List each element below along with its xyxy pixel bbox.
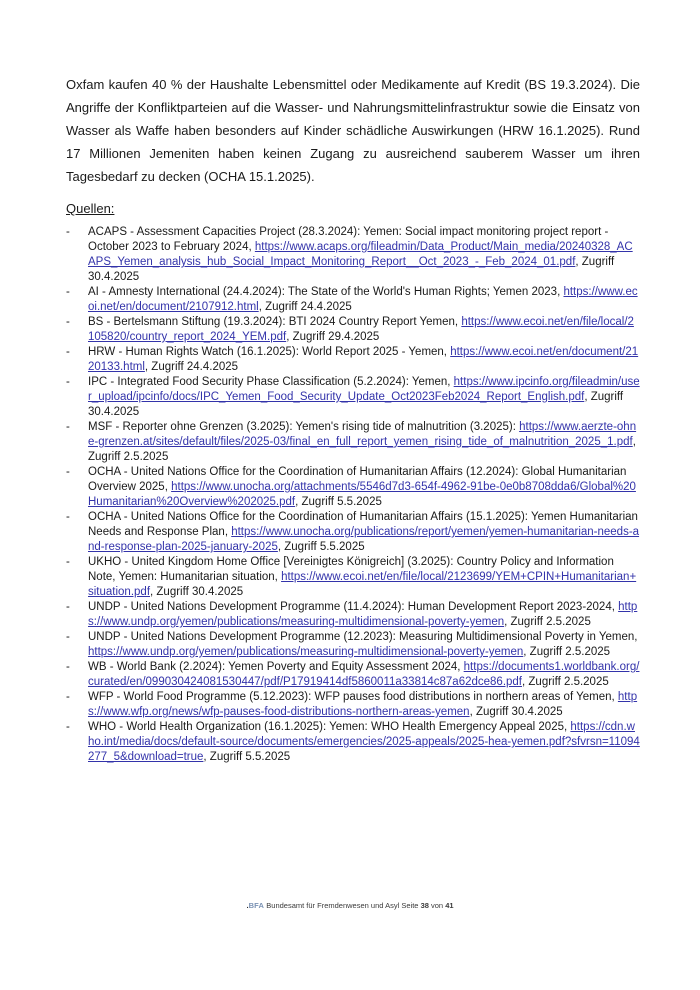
source-access-date: , Zugriff 2.5.2025 bbox=[522, 676, 609, 688]
source-text bbox=[88, 720, 640, 765]
source-citation-text: OCHA - United Nations Office for the Coordination of Humanitarian Affairs (15.1.2025): Yemen Humanitarian Needs and Response Plan, bbox=[88, 511, 638, 538]
source-text bbox=[88, 345, 640, 375]
source-item bbox=[66, 510, 640, 555]
source-text bbox=[88, 690, 640, 720]
page-number-total: 41 bbox=[445, 901, 454, 910]
source-link[interactable]: https://www.undp.org/yemen/publications/measuring-multidimensional-poverty-yemen bbox=[88, 646, 524, 658]
source-access-date: , Zugriff 30.4.2025 bbox=[88, 391, 624, 418]
source-link[interactable]: https://cdn.who.int/media/docs/default-source/documents/emergencies/2025-appeals/2025-hea-yemen.pdf?sfvrsn=11094277_5&download=true bbox=[88, 721, 640, 763]
source-access-date: , Zugriff 5.5.2025 bbox=[203, 751, 291, 763]
source-item bbox=[66, 420, 640, 465]
source-link[interactable]: https://www.unocha.org/publications/report/yemen/yemen-humanitarian-needs-and-response-plan-2025-january-2025 bbox=[88, 526, 640, 553]
source-text bbox=[88, 600, 640, 630]
page-footer bbox=[0, 901, 700, 911]
source-citation-text: HRW - Human Rights Watch (16.1.2025): World Report 2025 - Yemen, bbox=[88, 346, 451, 358]
source-text bbox=[88, 285, 640, 315]
source-text bbox=[88, 465, 640, 510]
source-citation-text: UNDP - United Nations Development Programme (11.4.2024): Human Development Report 2023-2024, bbox=[88, 601, 619, 613]
source-item bbox=[66, 660, 640, 690]
source-citation-text: OCHA - United Nations Office for the Coordination of Humanitarian Affairs (12.2024): Global Humanitarian Overview 2025, bbox=[88, 466, 627, 493]
source-text bbox=[88, 375, 640, 420]
source-access-date: , Zugriff 2.5.2025 bbox=[504, 616, 591, 628]
bullet-dash: - bbox=[66, 466, 70, 478]
bullet-dash: - bbox=[66, 376, 70, 388]
source-access-date: , Zugriff 30.4.2025 bbox=[88, 256, 615, 283]
source-text bbox=[88, 510, 640, 555]
source-item bbox=[66, 375, 640, 420]
source-link[interactable]: https://www.ecoi.net/en/file/local/2123699/YEM+CPIN+Humanitarian+situation.pdf bbox=[88, 571, 637, 598]
source-item bbox=[66, 690, 640, 720]
bullet-dash: - bbox=[66, 556, 70, 568]
sources-list bbox=[66, 225, 640, 765]
source-citation-text: WFP - World Food Programme (5.12.2023): WFP pauses food distributions in northern areas of Yemen, bbox=[88, 691, 618, 703]
bfa-logo: BFA bbox=[248, 901, 265, 910]
source-access-date: , Zugriff 30.4.2025 bbox=[469, 706, 563, 718]
footer-org-name: Bundesamt für Fremdenwesen und Asyl bbox=[266, 901, 400, 910]
source-text bbox=[88, 660, 640, 690]
source-link[interactable]: https://www.undp.org/yemen/publications/measuring-multidimensional-poverty-yemen bbox=[88, 601, 638, 628]
source-link[interactable]: https://documents1.worldbank.org/curated/en/099030424081530447/pdf/P17919414df5860011a33814c87a62dce86.pdf bbox=[88, 661, 640, 688]
source-item bbox=[66, 315, 640, 345]
source-link[interactable]: https://www.acaps.org/fileadmin/Data_Product/Main_media/20240328_ACAPS_Yemen_analysis_hub_Social_Impact_Monitoring_Report__Oct_2023_-_Feb_2024_01.pdf bbox=[88, 241, 633, 268]
source-item bbox=[66, 225, 640, 285]
source-citation-text: BS - Bertelsmann Stiftung (19.3.2024): BTI 2024 Country Report Yemen, bbox=[88, 316, 462, 328]
source-item bbox=[66, 600, 640, 630]
bullet-dash: - bbox=[66, 601, 70, 613]
page-indicator bbox=[401, 901, 453, 910]
bullet-dash: - bbox=[66, 691, 70, 703]
source-access-date: , Zugriff 2.5.2025 bbox=[523, 646, 611, 658]
source-access-date: , Zugriff 5.5.2025 bbox=[295, 496, 382, 508]
source-access-date: , Zugriff 24.4.2025 bbox=[144, 361, 239, 373]
bullet-dash: - bbox=[66, 631, 70, 643]
source-link[interactable]: https://www.aerzte-ohne-grenzen.at/sites/default/files/2025-03/final_en_full_report_yemen_rising_tide_of_malnutrition_2025_1.pdf bbox=[88, 421, 637, 448]
source-citation-text: MSF - Reporter ohne Grenzen (3.2025): Yemen's rising tide of malnutrition (3.2025): bbox=[88, 421, 520, 433]
source-text bbox=[88, 315, 640, 345]
source-item bbox=[66, 555, 640, 600]
source-link[interactable]: https://www.unocha.org/attachments/5546d7d3-654f-4962-91be-0e0b8708dda6/Global%20Humanitarian%20Overview%202025.pdf bbox=[88, 481, 636, 508]
body-paragraph: Oxfam kaufen 40 % der Haushalte Lebensmittel oder Medikamente auf Kredit (BS 19.3.2024). Die Angriffe der Konfliktparteien auf die Wasser- und Nahrungsmittelinfrastruktur sowie die Einsatz von Wasser als Waffe haben besonders auf Kinder schädliche Auswirkungen (HRW 16.1.2025). Rund 17 Millionen Jemeniten haben keinen Zugang zu ausreichend sauberem Wasser um ihren Tagesbedarf zu decken (OCHA 15.1.2025). bbox=[66, 77, 640, 184]
logo-dot: . bbox=[246, 901, 249, 910]
source-link[interactable]: https://www.wfp.org/news/wfp-pauses-food-distributions-northern-areas-yemen bbox=[88, 691, 638, 718]
bullet-dash: - bbox=[66, 721, 70, 733]
source-citation-text: UNDP - United Nations Development Programme (12.2023): Measuring Multidimensional Poverty in Yemen, bbox=[88, 631, 638, 643]
bullet-dash: - bbox=[66, 661, 70, 673]
source-text bbox=[88, 630, 640, 660]
source-citation-text: UKHO - United Kingdom Home Office [Vereinigtes Königreich] (3.2025): Country Policy and Information Note, Yemen: Humanitarian situation, bbox=[88, 556, 614, 583]
page-content bbox=[66, 60, 640, 765]
source-text bbox=[88, 420, 640, 465]
source-text bbox=[88, 225, 640, 285]
page-label: Seite bbox=[401, 901, 419, 910]
bullet-dash: - bbox=[66, 421, 70, 433]
source-item bbox=[66, 465, 640, 510]
bullet-dash: - bbox=[66, 511, 70, 523]
source-item bbox=[66, 630, 640, 660]
source-access-date: , Zugriff 2.5.2025 bbox=[88, 436, 636, 463]
page-number-current: 38 bbox=[420, 901, 429, 910]
bullet-dash: - bbox=[66, 346, 70, 358]
source-item bbox=[66, 345, 640, 375]
source-link[interactable]: https://www.ecoi.net/en/document/2120133.html bbox=[88, 346, 639, 373]
bullet-dash: - bbox=[66, 316, 70, 328]
source-citation-text: AI - Amnesty International (24.4.2024): The State of the World's Human Rights; Yemen 2023, bbox=[88, 286, 564, 298]
sources-heading: Quellen: bbox=[66, 201, 115, 216]
bullet-dash: - bbox=[66, 226, 70, 238]
source-link[interactable]: https://www.ecoi.net/en/document/2107912.html bbox=[88, 286, 638, 313]
source-citation-text: WHO - World Health Organization (16.1.2025): Yemen: WHO Health Emergency Appeal 2025, bbox=[88, 721, 571, 733]
bullet-dash: - bbox=[66, 286, 70, 298]
source-item bbox=[66, 720, 640, 765]
source-citation-text: ACAPS - Assessment Capacities Project (28.3.2024): Yemen: Social impact monitoring project report - October 2023 to February 2024, bbox=[88, 226, 609, 253]
source-access-date: , Zugriff 30.4.2025 bbox=[150, 586, 244, 598]
source-access-date: , Zugriff 5.5.2025 bbox=[277, 541, 365, 553]
source-link[interactable]: https://www.ecoi.net/en/file/local/2105820/country_report_2024_YEM.pdf bbox=[88, 316, 634, 343]
source-text bbox=[88, 555, 640, 600]
source-access-date: , Zugriff 29.4.2025 bbox=[286, 331, 380, 343]
of-label: von bbox=[431, 901, 444, 910]
source-citation-text: WB - World Bank (2.2024): Yemen Poverty and Equity Assessment 2024, bbox=[88, 661, 464, 673]
source-item bbox=[66, 285, 640, 315]
source-link[interactable]: https://www.ipcinfo.org/fileadmin/user_upload/ipcinfo/docs/IPC_Yemen_Food_Security_Update_Oct2023Feb2024_Report_English.pdf bbox=[88, 376, 640, 403]
source-citation-text: IPC - Integrated Food Security Phase Classification (5.2.2024): Yemen, bbox=[88, 376, 454, 388]
source-access-date: , Zugriff 24.4.2025 bbox=[258, 301, 352, 313]
